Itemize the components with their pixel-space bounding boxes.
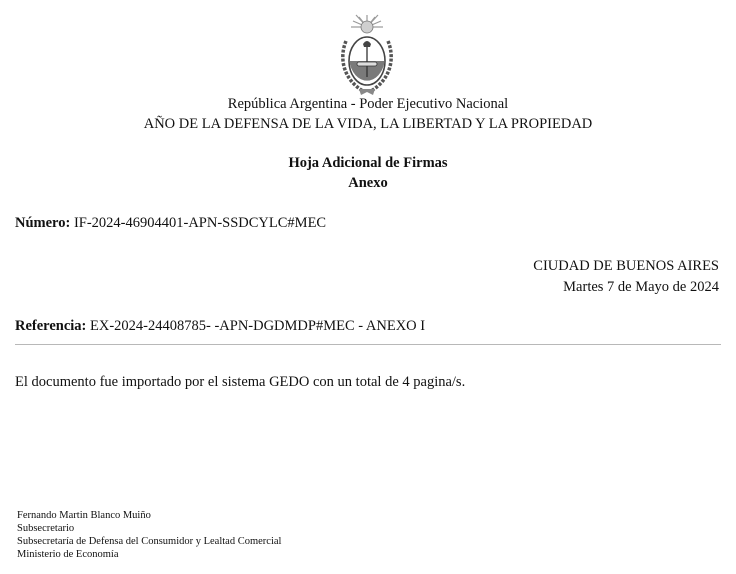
signer-office: Subsecretaría de Defensa del Consumidor y Lealtad Comercial bbox=[17, 536, 282, 547]
date: Martes 7 de Mayo de 2024 bbox=[563, 279, 719, 295]
body-text: El documento fue importado por el sistema GEDO con un total de 4 pagina/s. bbox=[15, 374, 466, 390]
signer-name: Fernando Martin Blanco Muiño bbox=[17, 510, 151, 521]
signer-position: Subsecretario bbox=[17, 523, 75, 534]
document-subtitle: Anexo bbox=[348, 175, 388, 191]
place: CIUDAD DE BUENOS AIRES bbox=[533, 258, 719, 274]
signature-block bbox=[17, 509, 281, 561]
referencia-label: Referencia: bbox=[15, 318, 87, 334]
document-title: Hoja Adicional de Firmas bbox=[288, 155, 448, 171]
header-line-2: AÑO DE LA DEFENSA DE LA VIDA, LA LIBERTAD Y LA PROPIEDAD bbox=[143, 116, 593, 132]
referencia-field bbox=[15, 318, 425, 335]
signer-ministry: Ministerio de Economía bbox=[17, 549, 119, 560]
divider bbox=[15, 344, 721, 345]
header-line-1: República Argentina - Poder Ejecutivo Nacional bbox=[227, 96, 509, 112]
numero-value: IF-2024-46904401-APN-SSDCYLC#MEC bbox=[73, 215, 327, 231]
numero-field bbox=[15, 215, 326, 232]
numero-label: Número: bbox=[15, 215, 71, 231]
referencia-value: EX-2024-24408785- -APN-DGDMDP#MEC - ANEXO I bbox=[90, 318, 426, 334]
argentina-coat-of-arms-icon bbox=[337, 13, 397, 97]
